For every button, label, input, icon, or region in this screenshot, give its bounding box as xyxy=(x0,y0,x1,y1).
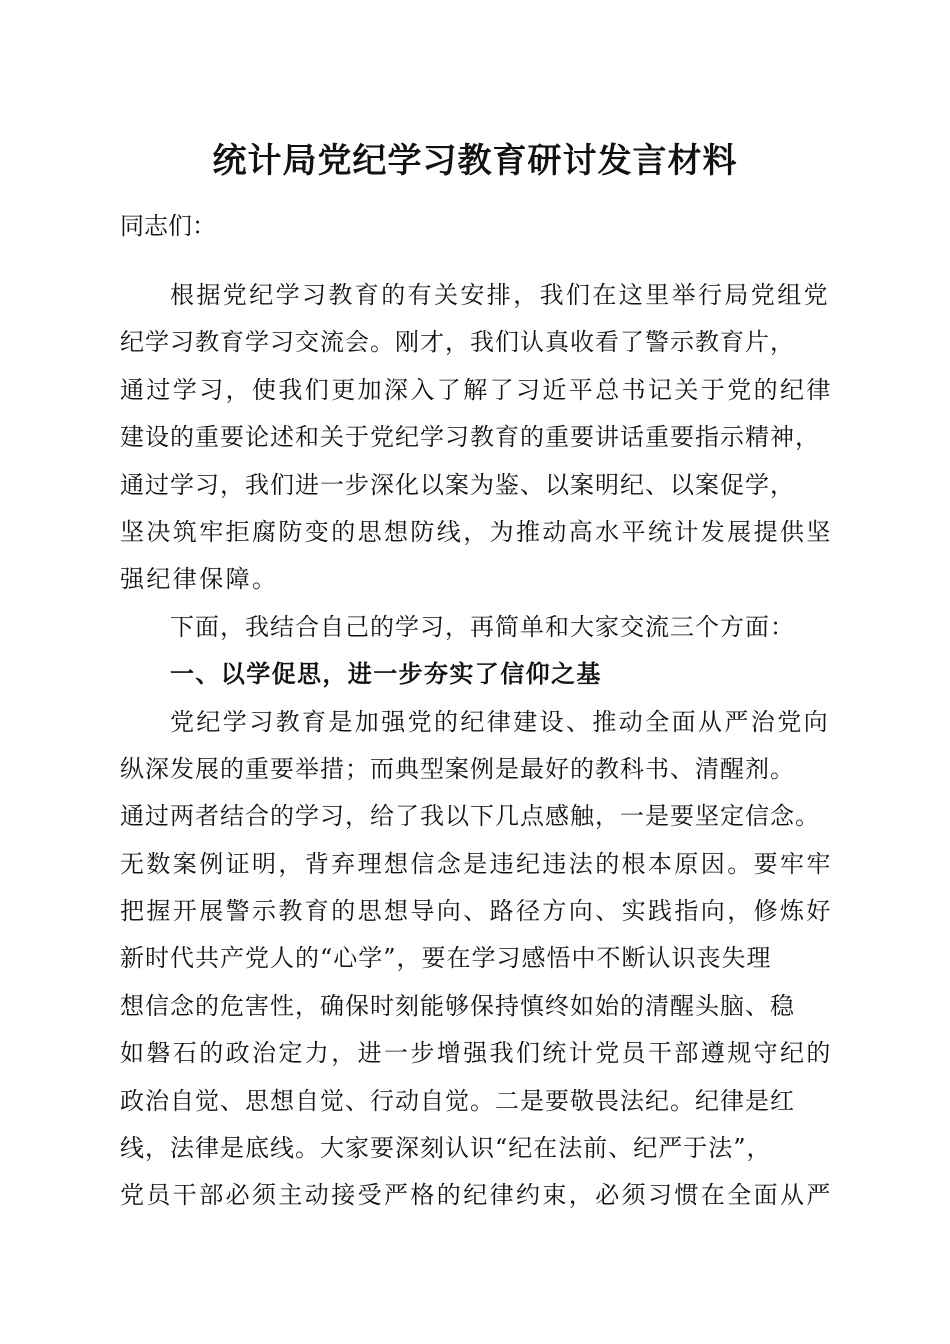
text-line: 把握开展警示教育的思想导向、路径方向、实践指向，修炼好 xyxy=(120,897,833,926)
text-line: 政治自觉、思想自觉、行动自觉。二是要敬畏法纪。纪律是红 xyxy=(120,1086,795,1115)
text-line: 纪学习教育学习交流会。刚才，我们认真收看了警示教育片， xyxy=(120,328,795,357)
text-line: 线，法律是底线。大家要深刻认识“纪在法前、纪严于法”， xyxy=(120,1134,772,1163)
text-line: 如磐石的政治定力，进一步增强我们统计党员干部遵规守纪的 xyxy=(120,1039,833,1068)
body-text xyxy=(120,272,840,1220)
text-line: 下面，我结合自己的学习，再简单和大家交流三个方面： xyxy=(170,612,795,641)
text-line: 建设的重要论述和关于党纪学习教育的重要讲话重要指示精神， xyxy=(120,423,820,452)
text-line: 想信念的危害性，确保时刻能够保持慎终如始的清醒头脑、稳 xyxy=(120,991,795,1020)
text-line: 通过学习，我们进一步深化以案为鉴、以案明纪、以案促学， xyxy=(120,470,795,499)
document-title: 统计局党纪学习教育研讨发言材料 xyxy=(212,141,738,181)
text-line: 无数案例证明，背弃理想信念是违纪违法的根本原因。要牢牢 xyxy=(120,849,833,878)
text-line: 新时代共产党人的“心学”，要在学习感悟中不断认识丧失理 xyxy=(120,944,772,973)
text-line: 党纪学习教育是加强党的纪律建设、推动全面从严治党向 xyxy=(170,707,830,736)
text-line: 通过两者结合的学习，给了我以下几点感触，一是要坚定信念。 xyxy=(120,802,820,831)
text-line: 党员干部必须主动接受严格的纪律约束，必须习惯在全面从严 xyxy=(120,1181,833,1210)
salutation: 同志们： xyxy=(120,212,216,240)
text-line: 强纪律保障。 xyxy=(120,565,279,594)
text-line: 纵深发展的重要举措；而典型案例是最好的教科书、清醒剂。 xyxy=(120,754,795,783)
text-line: 坚决筑牢拒腐防变的思想防线，为推动高水平统计发展提供坚 xyxy=(120,517,833,546)
text-line: 通过学习，使我们更加深入了解了习近平总书记关于党的纪律 xyxy=(120,375,833,404)
text-line: 根据党纪学习教育的有关安排，我们在这里举行局党组党 xyxy=(170,281,830,309)
section-heading: 一、以学促思，进一步夯实了信仰之基 xyxy=(170,660,602,689)
